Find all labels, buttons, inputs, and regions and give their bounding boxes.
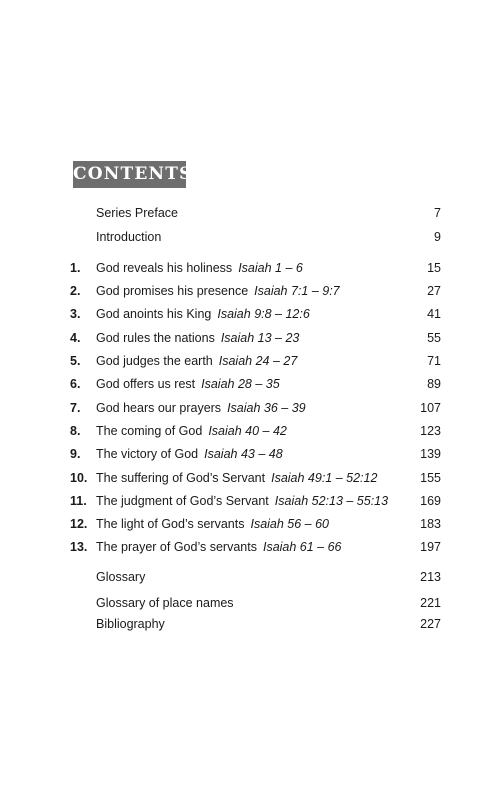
contents-heading: CONTENTS <box>73 161 186 188</box>
toc-chapter-4[interactable] <box>0 328 500 348</box>
scripture-reference: Isaiah 7:1 – 9:7 <box>254 284 340 298</box>
chapter-number: 12. <box>70 517 88 531</box>
chapter-number: 3. <box>70 307 81 321</box>
toc-page-number: 107 <box>420 401 441 415</box>
toc-page-number: 9 <box>434 230 441 244</box>
toc-chapter-7[interactable] <box>0 398 500 418</box>
chapter-number: 13. <box>70 540 88 554</box>
chapter-title: The prayer of God’s servants <box>96 540 257 554</box>
chapter-title: God offers us rest <box>96 377 196 391</box>
toc-chapter-10[interactable] <box>0 468 500 488</box>
chapter-number: 4. <box>70 331 81 345</box>
toc-entry-glossary[interactable] <box>0 567 500 587</box>
toc-chapter-5[interactable] <box>0 351 500 371</box>
toc-page-number: 139 <box>420 447 441 461</box>
scripture-reference: Isaiah 9:8 – 12:6 <box>217 307 310 321</box>
chapter-title: The coming of God <box>96 424 203 438</box>
scripture-reference: Isaiah 61 – 66 <box>262 540 342 554</box>
scripture-reference: Isaiah 56 – 60 <box>250 517 330 531</box>
toc-chapter-8[interactable] <box>0 421 500 441</box>
toc-title: Glossary <box>96 570 146 584</box>
chapter-title: The suffering of God’s Servant <box>96 471 266 485</box>
toc-title: Glossary of place names <box>96 596 234 610</box>
toc-entry-bibliography[interactable] <box>0 614 500 634</box>
toc-page-number: 183 <box>420 517 441 531</box>
chapter-number: 8. <box>70 424 81 438</box>
chapter-number: 10. <box>70 471 88 485</box>
chapter-title: God reveals his holiness <box>96 261 233 275</box>
toc-chapter-2[interactable] <box>0 281 500 301</box>
toc-page-number: 27 <box>427 284 441 298</box>
toc-entry-glossary-of-place-names[interactable] <box>0 593 500 613</box>
toc-page-number: 89 <box>427 377 441 391</box>
toc-title: Bibliography <box>96 617 165 631</box>
toc-page-number: 71 <box>427 354 441 368</box>
scripture-reference: Isaiah 49:1 – 52:12 <box>271 471 378 485</box>
chapter-title: God hears our prayers <box>96 401 222 415</box>
toc-page-number: 41 <box>427 307 441 321</box>
chapter-title: God judges the earth <box>96 354 213 368</box>
chapter-number: 7. <box>70 401 81 415</box>
chapter-title: The victory of God <box>96 447 199 461</box>
toc-page-number: 169 <box>420 494 441 508</box>
toc-chapter-9[interactable] <box>0 444 500 464</box>
toc-title: Introduction <box>96 230 162 244</box>
chapter-number: 11. <box>70 494 87 508</box>
toc-entry-introduction[interactable] <box>0 227 500 247</box>
toc-chapter-3[interactable] <box>0 304 500 324</box>
scripture-reference: Isaiah 36 – 39 <box>227 401 306 415</box>
scripture-reference: Isaiah 1 – 6 <box>238 261 303 275</box>
chapter-title: God promises his presence <box>96 284 249 298</box>
toc-chapter-1[interactable] <box>0 258 500 278</box>
toc-page-number: 221 <box>420 596 441 610</box>
toc-chapter-11[interactable] <box>0 491 500 511</box>
toc-chapter-13[interactable] <box>0 537 500 557</box>
toc-entry-series-preface[interactable] <box>0 203 500 223</box>
chapter-title: God anoints his King <box>96 307 212 321</box>
toc-page-number: 55 <box>427 331 441 345</box>
chapter-number: 6. <box>70 377 81 391</box>
toc-page-number: 197 <box>420 540 441 554</box>
toc-page-number: 227 <box>420 617 441 631</box>
toc-page-number: 155 <box>420 471 441 485</box>
chapter-number: 2. <box>70 284 81 298</box>
chapter-title: God rules the nations <box>96 331 215 345</box>
toc-page-number: 7 <box>434 206 441 220</box>
chapter-number: 1. <box>70 261 81 275</box>
toc-chapter-6[interactable] <box>0 374 500 394</box>
scripture-reference: Isaiah 24 – 27 <box>218 354 298 368</box>
toc-title: Series Preface <box>96 206 178 220</box>
scripture-reference: Isaiah 13 – 23 <box>220 331 300 345</box>
toc-page-number: 123 <box>420 424 441 438</box>
scripture-reference: Isaiah 43 – 48 <box>204 447 283 461</box>
chapter-title: The light of God’s servants <box>96 517 245 531</box>
scripture-reference: Isaiah 28 – 35 <box>201 377 280 391</box>
chapter-number: 9. <box>70 447 81 461</box>
scripture-reference: Isaiah 40 – 42 <box>208 424 287 438</box>
chapter-number: 5. <box>70 354 81 368</box>
toc-page-number: 15 <box>427 261 441 275</box>
chapter-title: The judgment of God’s Servant <box>96 494 269 508</box>
toc-chapter-12[interactable] <box>0 514 500 534</box>
scripture-reference: Isaiah 52:13 – 55:13 <box>274 494 389 508</box>
toc-page-number: 213 <box>420 570 441 584</box>
